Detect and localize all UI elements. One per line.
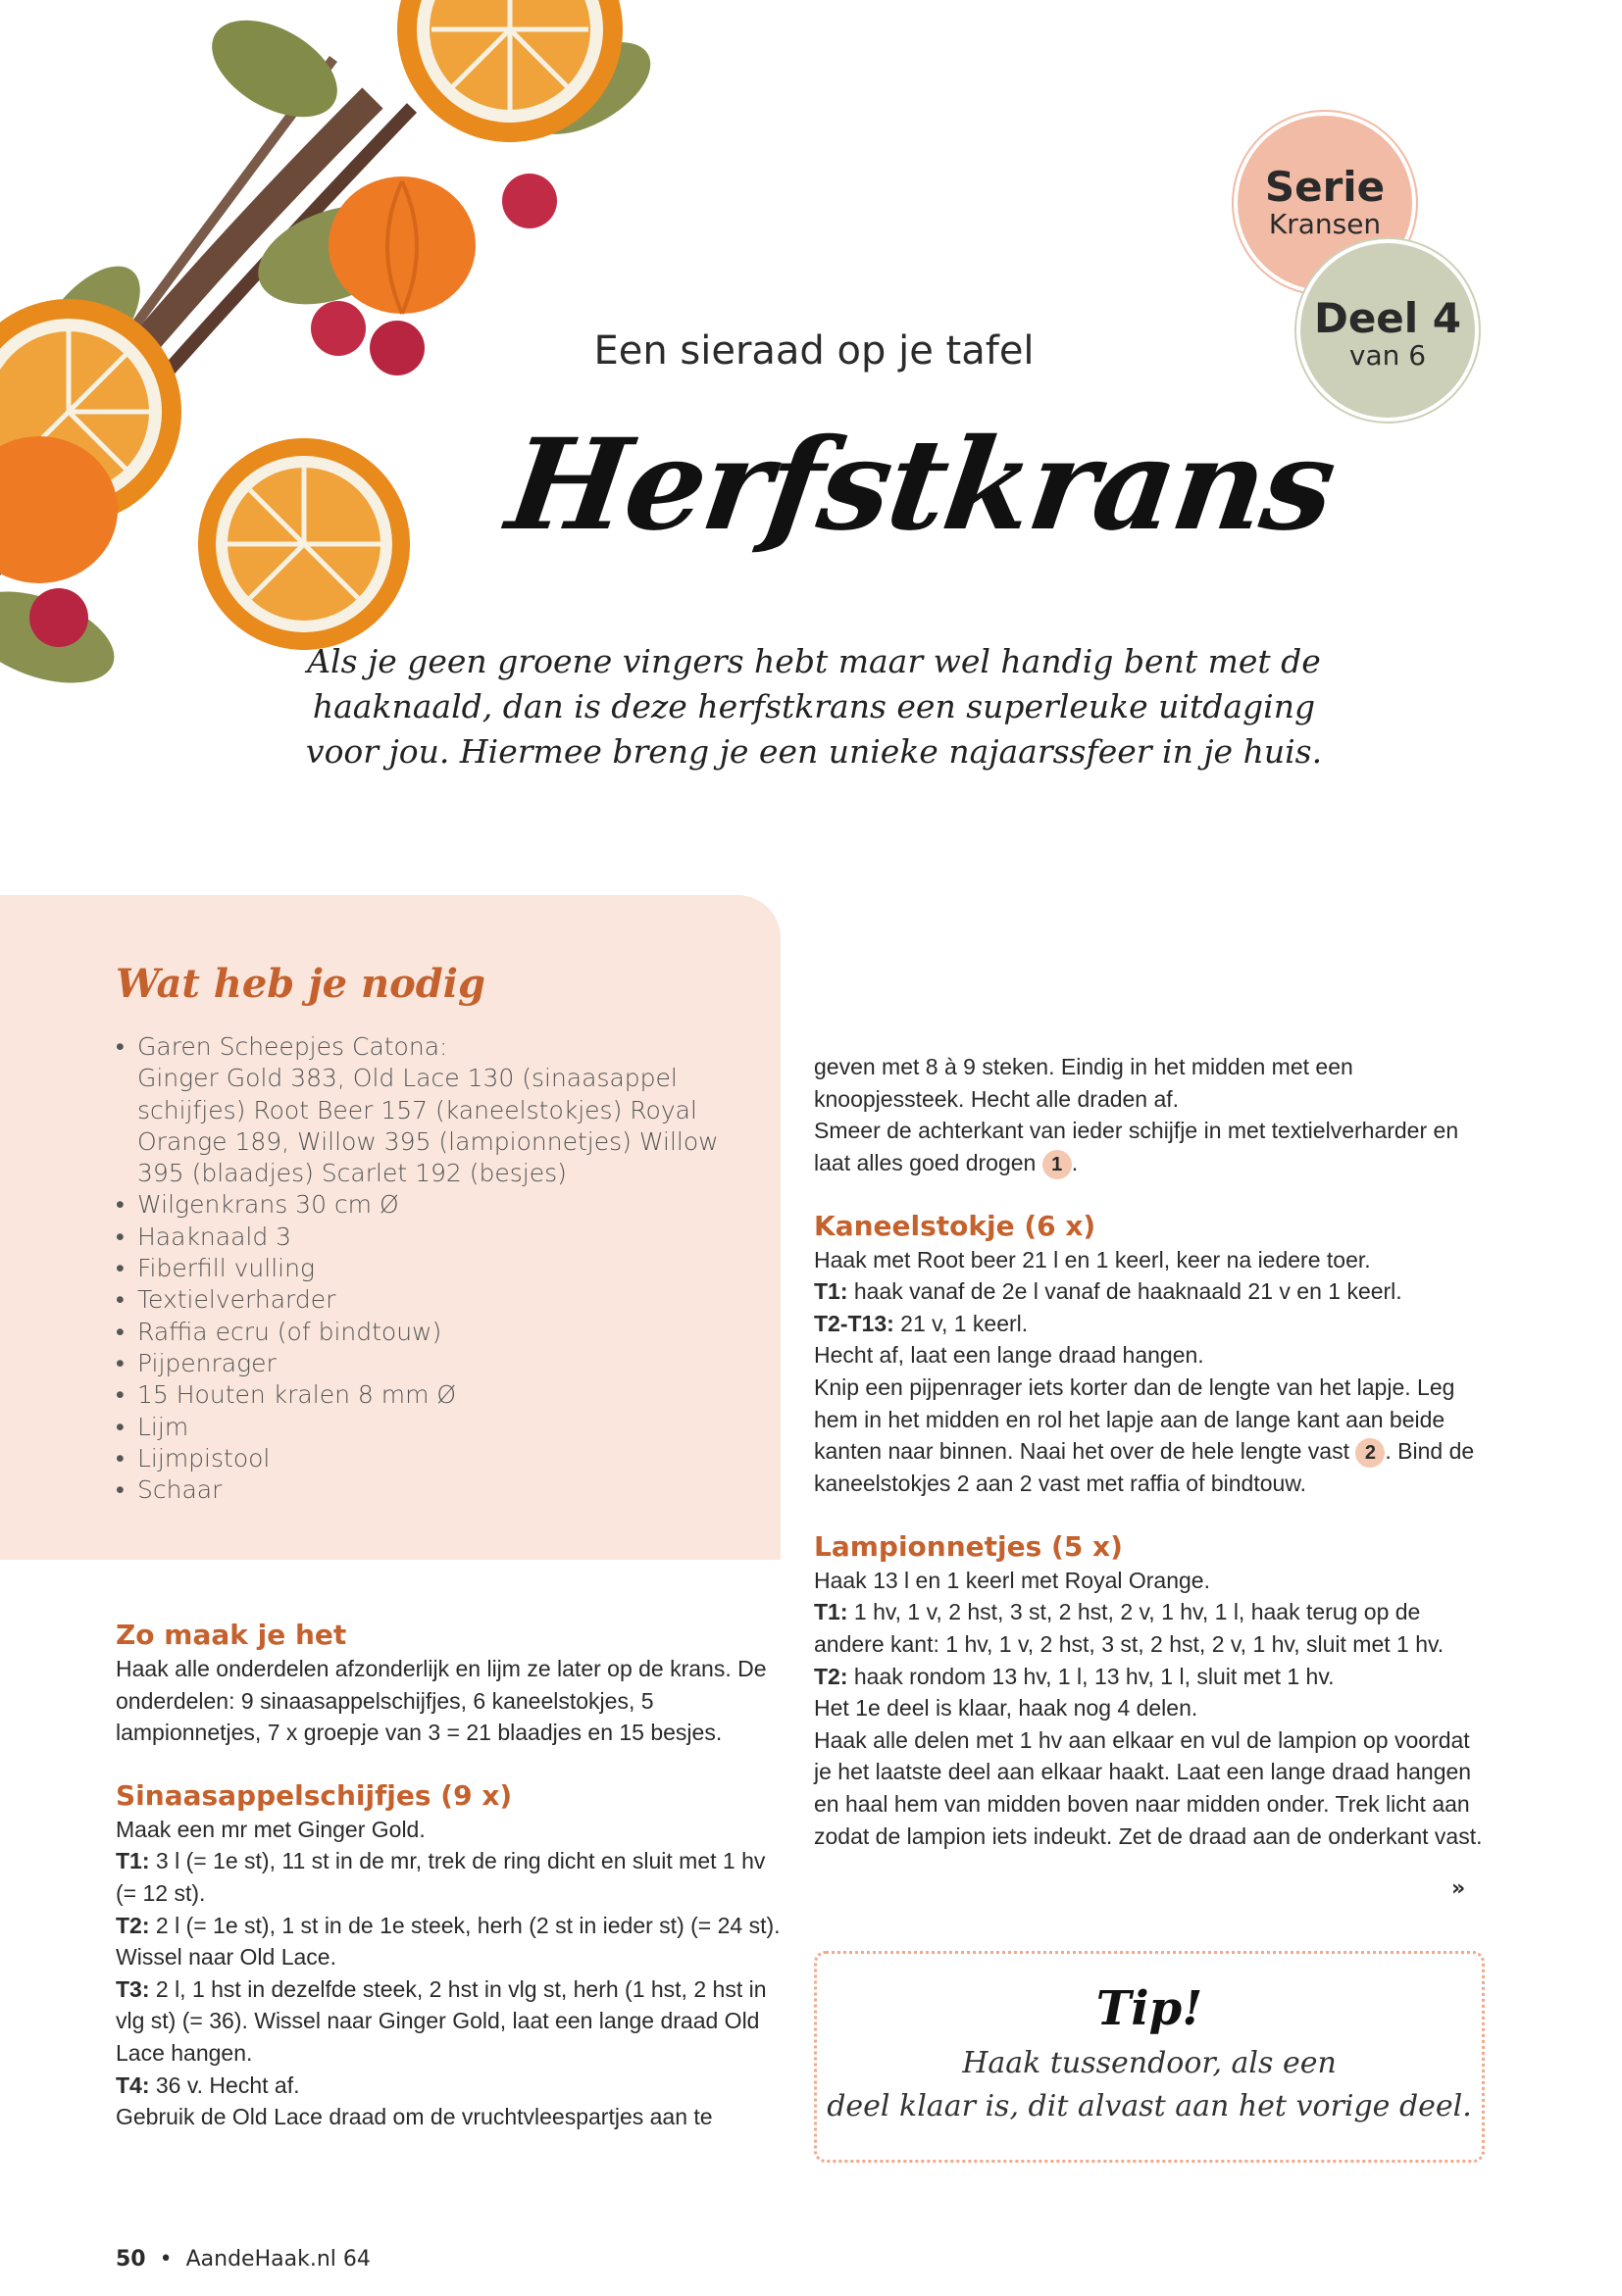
row-text: 36 v. Hecht af. — [149, 2071, 300, 2098]
orange-continued-2 — [814, 1115, 1491, 1179]
tip-line-1: Haak tussendoor, als een — [962, 2046, 1337, 2080]
part-badge-title: Deel 4 — [1313, 294, 1462, 342]
lampion-text-2: Haak alle delen met 1 hv aan elkaar en vul de lampion op voordat je het laatste deel aan elkaar haakt. Laat een lange draad hangen en haal hem van midden boven naar midden onder. Trek licht aan zodat de lampion iets indeukt. Zet de draad aan de onderkant vast. — [814, 1726, 1483, 1849]
list-item: • Lijmpistool — [116, 1443, 743, 1474]
list-item: • Haaknaald 3 — [116, 1222, 743, 1253]
row-text: 21 v, 1 keerl. — [893, 1310, 1029, 1336]
page-title: Herfstkrans — [499, 412, 1343, 559]
cinnamon-row-2 — [814, 1308, 1491, 1340]
orange-row-4 — [116, 2070, 783, 2102]
row-text: haak vanaf de 2e l vanaf de haaknaald 21 v en 1 keerl. — [847, 1278, 1402, 1305]
page-subtitle: Een sieraad op je tafel — [593, 328, 1035, 374]
row-label: T2: — [116, 1912, 150, 1938]
cinnamon-row-1 — [814, 1275, 1491, 1308]
how-heading: Zo maak je het — [116, 1619, 347, 1651]
row-text: haak rondom 13 hv, 1 l, 13 hv, 1 l, sluit met 1 hv. — [847, 1663, 1335, 1689]
series-badge-title: Serie — [1264, 163, 1386, 211]
lampion-intro: Haak 13 l en 1 keerl met Royal Orange. — [814, 1567, 1210, 1593]
orange-last-line: Gebruik de Old Lace draad om de vruchtvleespartjes aan te — [116, 2104, 713, 2130]
orange-continued-1: geven met 8 à 9 steken. Eindig in het midden met een knoopjessteek. Hecht alle draden af. — [814, 1054, 1353, 1112]
tip-line-2: deel klaar is, dit alvast aan het vorige deel. — [827, 2089, 1472, 2123]
list-item: • Raffia ecru (of bindtouw) — [116, 1317, 743, 1348]
orange-slices-heading: Sinaasappelschijfjes (9 x) — [116, 1778, 513, 1812]
row-label: T1: — [116, 1848, 150, 1874]
cinnamon-text-1: Hecht af, laat een lange draad hangen. — [814, 1342, 1204, 1369]
list-item: • Fiberfill vulling — [116, 1253, 743, 1284]
photo-marker-1: 1 — [1042, 1150, 1072, 1179]
row-label: T2-T13: — [814, 1310, 894, 1336]
row-label: T3: — [116, 1975, 150, 2002]
orange-intro: Maak een mr met Ginger Gold. — [116, 1816, 426, 1842]
text: . Bind de kaneelstokjes 2 aan 2 vast met raffia of bindtouw. — [814, 1438, 1475, 1497]
lampion-row-2 — [814, 1661, 1491, 1693]
materials-heading: Wat heb je nodig — [116, 961, 485, 1007]
row-text: 3 l (= 1e st), 11 st in de mr, trek de ring dicht en sluit met 1 hv (= 12 st). — [116, 1848, 766, 1906]
tip-title: Tip! — [1095, 1981, 1203, 2036]
intro-line-2: haaknaald, dan is deze herfstkrans een superleuke uitdaging — [312, 687, 1316, 725]
list-item: • Garen Scheepjes Catona: Ginger Gold 383, Old Lace 130 (sinaasappel schijfjes) Root Beer 157 (kaneelstokjes) Royal Orange 189, Willow 395 (lampionnetjes) Willow 395 (blaadjes) Scarlet 192 (besjes) — [116, 1031, 743, 1189]
part-badge — [1300, 243, 1475, 418]
row-text: 2 l (= 1e st), 1 st in de 1e steek, herh (2 st in ieder st) (= 24 st). Wissel naar Old Lace. — [116, 1912, 781, 1971]
text: Smeer de achterkant van ieder schijfje in met textielverharder en laat alles goed drogen — [814, 1118, 1459, 1175]
continued-arrow-icon: » — [1451, 1876, 1466, 1901]
row-label: T2: — [814, 1663, 848, 1689]
cinnamon-text-2 — [814, 1372, 1491, 1500]
photo-marker-2: 2 — [1355, 1438, 1385, 1468]
row-text: 1 hv, 1 v, 2 hst, 3 st, 2 hst, 2 v, 1 hv, 1 l, haak terug op de andere kant: 1 hv, 1 v, 2 hst, 3 st, 2 hst, 2 v, 1 hv, sluit met 1 hv. — [814, 1599, 1445, 1657]
row-label: T1: — [814, 1278, 848, 1305]
materials-list — [116, 1031, 743, 1506]
list-item: • Pijpenrager — [116, 1348, 743, 1379]
part-badge-subtitle: van 6 — [1348, 339, 1427, 372]
text: Knip een pijpenrager iets korter dan de lengte van het lapje. Leg hem in het midden en rol het lapje aan de lange kant aan beide kanten naar binnen. Naai het over de hele lengte vast — [814, 1374, 1455, 1465]
row-text: 2 l, 1 hst in dezelfde steek, 2 hst in vlg st, herh (1 hst, 2 hst in vlg st) (= 36). Wissel naar Ginger Gold, laat een lange draad Old Lace hangen. — [116, 1975, 767, 2066]
text: . — [1071, 1149, 1079, 1175]
row-label: T4: — [116, 2071, 150, 2098]
intro-text — [294, 639, 1334, 774]
lampion-text-1: Het 1e deel is klaar, haak nog 4 delen. — [814, 1695, 1198, 1722]
footer-separator: • — [159, 2247, 173, 2271]
page-footer — [116, 2247, 371, 2271]
publication-name: AandeHaak.nl 64 — [185, 2247, 371, 2271]
list-item: • Lijm — [116, 1412, 743, 1443]
tip-box — [814, 1951, 1485, 2163]
orange-row-2 — [116, 1910, 783, 1973]
list-item: • Wilgenkrans 30 cm Ø — [116, 1189, 743, 1221]
orange-row-3 — [116, 1973, 783, 2070]
intro-line-3: voor jou. Hiermee breng je een unieke najaarssfeer in je huis. — [305, 732, 1323, 771]
list-item: • 15 Houten kralen 8 mm Ø — [116, 1379, 743, 1411]
orange-row-1 — [116, 1845, 783, 1909]
lampion-heading: Lampionnetjes (5 x) — [814, 1529, 1123, 1563]
instructions-right-column — [814, 1051, 1491, 1852]
cinnamon-intro: Haak met Root beer 21 l en 1 keerl, keer na iedere toer. — [814, 1246, 1371, 1273]
cinnamon-heading: Kaneelstokje (6 x) — [814, 1209, 1096, 1242]
how-text: Haak alle onderdelen afzonderlijk en lijm ze later op de krans. De onderdelen: 9 sinaasappelschijfjes, 6 kaneelstokjes, 5 lampionnetjes, 7 x groepje van 3 = 21 blaadjes en 15 besjes. — [116, 1656, 767, 1746]
row-label: T1: — [814, 1599, 848, 1625]
lampion-row-1 — [814, 1596, 1491, 1660]
list-item: • Textielverharder — [116, 1284, 743, 1316]
instructions-left-column — [116, 1618, 783, 2133]
list-item: • Schaar — [116, 1474, 743, 1506]
series-badge-subtitle: Kransen — [1268, 208, 1382, 240]
intro-line-1: Als je geen groene vingers hebt maar wel handig bent met de — [307, 642, 1321, 680]
page-number: 50 — [116, 2247, 146, 2271]
